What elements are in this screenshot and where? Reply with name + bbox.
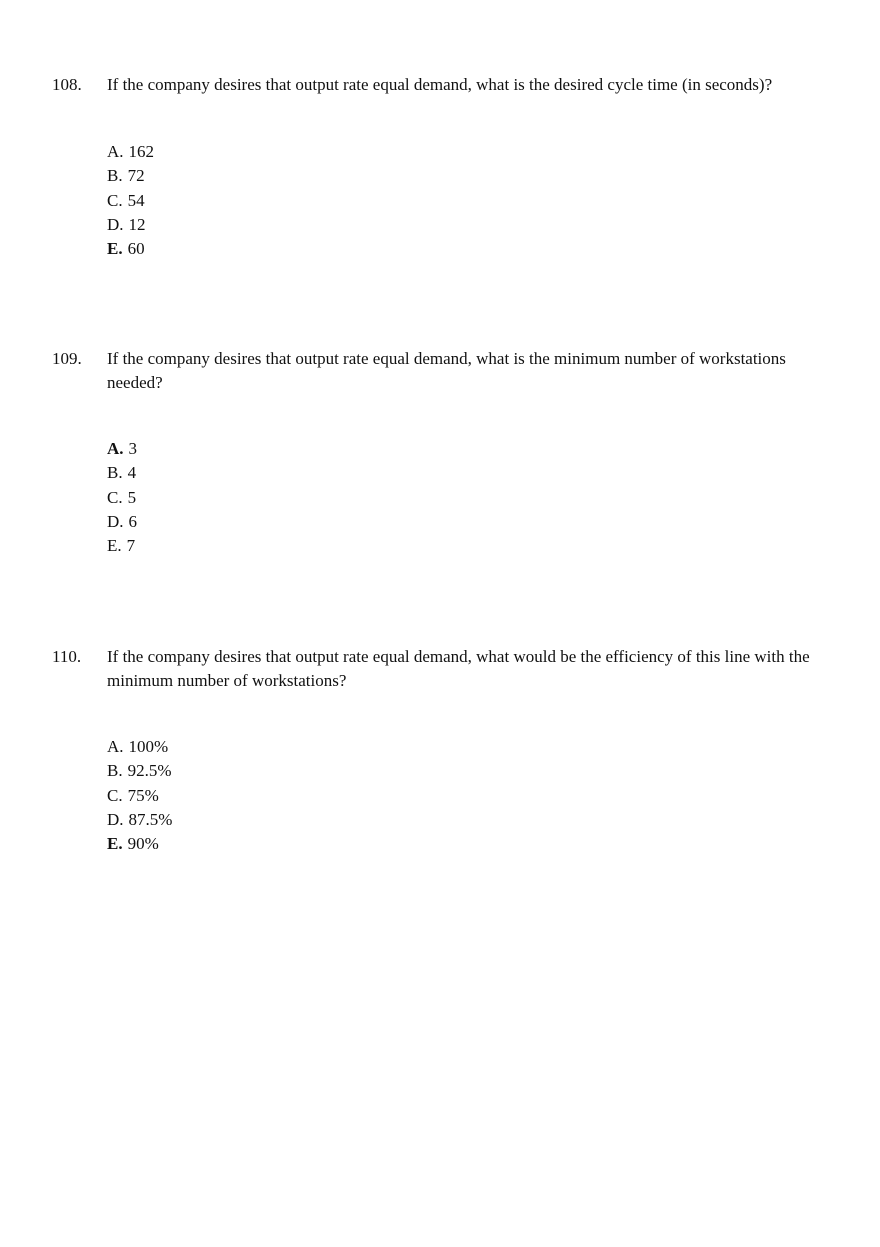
answer-option	[107, 808, 172, 832]
answer-options	[107, 437, 137, 558]
option-value: 12	[128, 214, 146, 234]
option-letter: A.	[107, 142, 124, 161]
option-letter: D.	[107, 214, 124, 234]
option-letter: C.	[107, 487, 123, 507]
option-letter: B.	[107, 761, 123, 781]
option-value: 60	[127, 239, 145, 259]
option-value: 6	[128, 511, 138, 531]
answer-option	[107, 189, 154, 213]
answer-option	[107, 534, 137, 558]
question-number: 109.	[52, 349, 82, 368]
option-letter: B.	[107, 463, 123, 483]
question-text: If the company desires that output rate equal demand, what is the desired cycle time (in seconds)?	[107, 75, 773, 94]
option-value: 4	[127, 463, 137, 483]
answer-options	[107, 735, 172, 856]
option-value: 162	[128, 142, 155, 161]
option-letter: A.	[107, 439, 124, 458]
answer-option	[107, 164, 154, 188]
answer-option	[107, 510, 137, 534]
option-value: 7	[126, 536, 136, 556]
answer-option	[107, 461, 137, 485]
option-letter: C.	[107, 785, 123, 805]
option-letter: D.	[107, 809, 124, 829]
answer-option	[107, 486, 137, 510]
answer-option	[107, 759, 172, 783]
option-letter: C.	[107, 190, 123, 210]
answer-options	[107, 140, 154, 261]
option-value: 5	[127, 487, 137, 507]
option-value: 72	[127, 166, 145, 186]
option-letter: E.	[107, 239, 123, 259]
answer-option	[107, 735, 172, 759]
answer-option	[107, 784, 172, 808]
option-value: 90%	[127, 834, 159, 854]
question-number: 110.	[52, 647, 82, 666]
option-value: 92.5%	[127, 761, 172, 781]
answer-option-correct	[107, 437, 137, 461]
answer-option	[107, 140, 154, 164]
option-letter: E.	[107, 536, 122, 556]
question-text: If the company desires that output rate equal demand, what would be the efficiency of this line with the minimum number of workstations?	[107, 647, 810, 690]
answer-option	[107, 213, 154, 237]
option-letter: A.	[107, 737, 124, 756]
option-value: 3	[128, 439, 138, 458]
option-value: 54	[127, 190, 145, 210]
answer-option-correct	[107, 832, 172, 856]
option-letter: B.	[107, 166, 123, 186]
question-text: If the company desires that output rate equal demand, what is the minimum number of workstations needed?	[107, 349, 786, 392]
answer-option-correct	[107, 237, 154, 261]
option-value: 87.5%	[128, 809, 173, 829]
option-value: 100%	[128, 737, 169, 756]
question-number: 108.	[52, 75, 82, 94]
option-letter: E.	[107, 834, 123, 854]
option-value: 75%	[127, 785, 159, 805]
option-letter: D.	[107, 511, 124, 531]
